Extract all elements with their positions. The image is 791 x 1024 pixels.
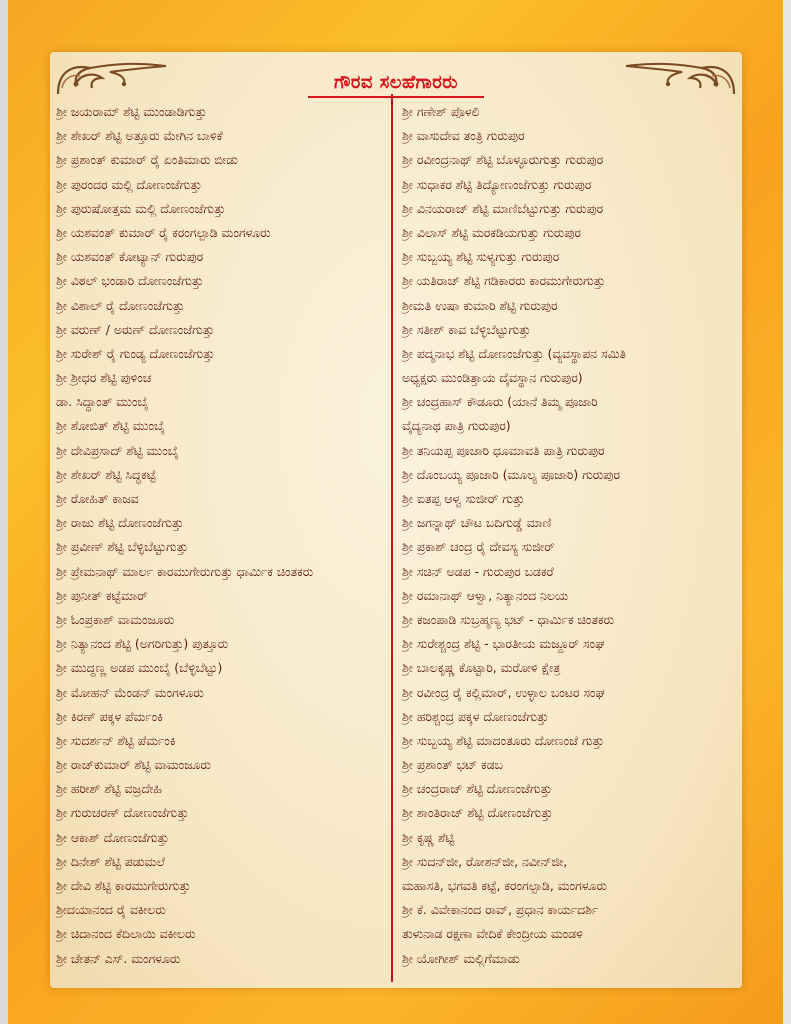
- list-item: ಶ್ರೀಮತಿ ಉಷಾ ಕುಮಾರಿ ಶೆಟ್ಟಿ ಗುರುಪುರ: [402, 297, 558, 313]
- list-item: ಶ್ರೀ ಶೇಖರ್ ಶೆಟ್ಟಿ ಸಿದ್ಧಕಟ್ಟೆ: [56, 466, 157, 482]
- list-item: ಶ್ರೀ ಪ್ರಕಾಶ್ ಚಂದ್ರ ರೈ ದೇವಸ್ಯ ಸುಜೀರ್: [402, 539, 555, 555]
- list-item: ಶ್ರೀ ಕಜಂಪಾಡಿ ಸುಬ್ರಹ್ಮಣ್ಯ ಭಟ್ - ಧಾರ್ಮಿಕ ಚಿಂತಕರು: [402, 611, 615, 627]
- list-item: ಶ್ರೀ ಸತೀಶ್ ಕಾವ ಬೆಳ್ಳಿಬೆಟ್ಟುಗುತ್ತು: [402, 321, 531, 337]
- list-item: ಶ್ರೀ ರಮಾನಾಥ್ ಆಳ್ವಾ, ನಿತ್ಯಾನಂದ ನಿಲಯ: [402, 587, 569, 603]
- list-item: ಶ್ರೀ ಯತಿರಾಜ್ ಶೆಟ್ಟಿ ಗಡಿಕಾರರು ಕಾರಮುಗೇರುಗುತ್ತು: [402, 273, 606, 289]
- list-item: ಶ್ರೀ ಚೇತನ್ ಎಸ್. ಮಂಗಳೂರು: [56, 950, 181, 966]
- list-item: ಶ್ರೀ ಶೋಬಿತ್ ಶೆಟ್ಟಿ ಮುಂಬೈ: [56, 418, 165, 434]
- list-item: ಶ್ರೀ ಕೃಷ್ಣ ಶೆಟ್ಟಿ: [402, 829, 455, 845]
- list-item: ಶ್ರೀ ವಿಶಾಲ್ ರೈ ದೋಣಂಜೆಗುತ್ತು: [56, 297, 185, 313]
- list-item: ಶ್ರೀ ರಾಜು ಶೆಟ್ಟಿ ದೋಣಂಜೆಗುತ್ತು: [56, 515, 184, 531]
- list-item: ಶ್ರೀ ರೋಹಿತ್ ಕಾಜವ: [56, 491, 139, 506]
- list-item: ಶ್ರೀ ಶಾಂತಿರಾಜ್ ಶೆಟ್ಟಿ ದೋಣಂಜೆಗುತ್ತು: [402, 805, 553, 821]
- list-item: ಶ್ರೀ ಜಗನ್ನಾಥ್ ಚೌಟ ಬದಿಗುಡ್ಡೆ ಮಾಣಿ: [402, 515, 552, 531]
- list-item: ಶ್ರೀ ಪ್ರೇಮನಾಥ್ ಮಾರ್ಲ ಕಾರಮುಗೇರುಗುತ್ತು ಧಾರ್ಮಿಕ ಚಿಂತಕರು: [56, 563, 314, 579]
- list-item: ಮಹಾಸತಿ, ಭಗವತಿ ಕಟ್ಟೆ, ಕರಂಗಲ್ಪಾಡಿ, ಮಂಗಳೂರು: [402, 878, 607, 893]
- list-item: ಶ್ರೀ ವಿಠಲ್ ಭಂಡಾರಿ ದೋಣಂಜೆಗುತ್ತು: [56, 273, 204, 289]
- list-item: ಶ್ರೀದಯಾನಂದ ರೈ ವಕೀಲರು: [56, 902, 166, 918]
- list-item: ಶ್ರೀ ಸುರೇಶ್ ರೈ ಗುಂಡ್ಯ ದೋಣಂಜೆಗುತ್ತು: [56, 345, 215, 361]
- list-item: ಶ್ರೀ ನಿತ್ಯಾನಂದ ಶೆಟ್ಟಿ (ಅಗರಿಗುತ್ತು) ಪುತ್ತೂರು: [56, 636, 229, 652]
- list-item: ಶ್ರೀ ಶೇಖರ್ ಶೆಟ್ಟಿ ಅತ್ತೂರು ಮೇಗಿನ ಬಾಳಿಕೆ: [56, 128, 223, 144]
- list-item: ಶ್ರೀ ಯಶವಂತ್ ಕುಮಾರ್ ರೈ ಕರಂಗಲ್ಪಾಡಿ ಮಂಗಳೂರು: [56, 224, 271, 240]
- list-item: ಶ್ರೀ ಸುರೇಶ್ಚಂದ್ರ ಶೆಟ್ಟಿ - ಭಾರತೀಯ ಮಜ್ದೂರ್ ಸಂಘ: [402, 636, 605, 652]
- list-item: ಶ್ರೀ ಓಂಪ್ರಕಾಶ್ ವಾಮಂಜೂರು: [56, 611, 175, 627]
- list-item: ಶ್ರೀ ರಾಜ್‌ಕುಮಾರ್ ಶೆಟ್ಟಿ ವಾಮಂಜೂರು: [56, 757, 211, 773]
- list-item: ಶ್ರೀ ದೇವಿ ಶೆಟ್ಟಿ ಕಾರಮುಗೇರುಗುತ್ತು: [56, 878, 191, 893]
- column-divider: [391, 94, 393, 982]
- list-item: ಶ್ರೀ ಬಾಲಕೃಷ್ಣ ಕೊಟ್ಟಾರಿ, ಮರೋಳಿ ಕ್ಷೇತ್ರ: [402, 660, 561, 676]
- left-border: [0, 0, 8, 1024]
- list-item: ಶ್ರೀ ಆಕಾಶ್ ದೋಣಂಜೆಗುತ್ತು: [56, 829, 169, 845]
- list-item: ಶ್ರೀ ಸುದರ್ಶನ್ ಶೆಟ್ಟಿ ಪೆರ್ಮಂಕಿ: [56, 732, 176, 748]
- list-item: ಶ್ರೀ ಸುಧಾಕರ ಶೆಟ್ಟಿ ತಿದ್ಯೋಣಂಜೆಗುತ್ತು ಗುರುಪುರ: [402, 176, 592, 192]
- list-item: ಶ್ರೀ ದಿನೇಶ್ ಶೆಟ್ಟಿ ಪಡುಮಲೆ: [56, 853, 165, 869]
- document-page: [50, 52, 742, 988]
- title-underline: [308, 96, 484, 98]
- list-item: ಶ್ರೀ ದೊಂಬಯ್ಯ ಪೂಜಾರಿ (ಮೂಲ್ಯ ಪೂಜಾರಿ) ಗುರುಪುರ: [402, 466, 620, 482]
- list-item: ಡಾ. ಸಿದ್ಧಾಂತ್ ಮುಂಬೈ: [56, 394, 149, 410]
- list-item: ಶ್ರೀ ಕಿರಣ್ ಪಕ್ಕಳ ಪೆರ್ಮಂಕಿ: [56, 708, 163, 724]
- list-item: ಶ್ರೀ ಹರೀಶ್ ಶೆಟ್ಟಿ ವಜ್ರದೇಹಿ: [56, 781, 162, 797]
- list-item: ವೈದ್ಯನಾಥ ಪಾತ್ರಿ ಗುರುಪುರ): [402, 418, 511, 434]
- list-item: ಶ್ರೀ ಕೆ. ವಿವೇಕಾನಂದ ರಾವ್, ಪ್ರಧಾನ ಕಾರ್ಯದರ್ಶಿ: [402, 902, 599, 918]
- list-item: ಶ್ರೀ ಸುಬ್ಬಯ್ಯ ಶೆಟ್ಟಿ ಮಾದಂತೂರು ದೋಣಂಜೆ ಗುತ್ತು: [402, 732, 605, 748]
- list-item: ಅಧ್ಯಕ್ಷರು ಮುಂಡಿತ್ತಾಯ ದೈವಸ್ಥಾನ ಗುರುಪುರ): [402, 370, 583, 386]
- list-item: ತುಳುನಾಡ ರಕ್ಷಣಾ ವೇದಿಕೆ ಕೇಂದ್ರೀಯ ಮಂಡಳಿ: [402, 926, 583, 942]
- list-item: ಶ್ರೀ ಚಿದಾನಂದ ಕೆದಿಲಾಯಿ ವಕೀಲರು: [56, 926, 196, 942]
- list-item: ಶ್ರೀ ರವೀಂದ್ರನಾಥ್ ಶೆಟ್ಟಿ ಬೊಳ್ಳೂರುಗುತ್ತು ಗುರುಪುರ: [402, 152, 604, 168]
- list-item: ಶ್ರೀ ಐತಪ್ಪ ಆಳ್ವ ಸುಜೀರ್ ಗುತ್ತು: [402, 491, 525, 506]
- list-item: ಶ್ರೀ ಗುರುಚರಣ್ ದೋಣಂಜೆಗುತ್ತು: [56, 805, 189, 821]
- list-item: ಶ್ರೀ ಪ್ರಶಾಂತ್ ಕುಮಾರ್ ರೈ ಏಂತಿಮಾರು ಬೀಡು: [56, 152, 239, 168]
- left-name-list: [56, 100, 386, 971]
- list-item: ಶ್ರೀ ಪುನೀತ್ ಕಟ್ಟೆಮಾರ್: [56, 587, 148, 603]
- list-item: ಶ್ರೀ ಗಣೇಶ್ ಪೊಳಲಿ: [402, 104, 480, 119]
- list-item: ಶ್ರೀ ಪ್ರಶಾಂತ್ ಭಟ್ ಕಡಬ: [402, 757, 503, 773]
- list-item: ಶ್ರೀ ಚಂದ್ರರಾಜ್ ಶೆಟ್ಟಿ ದೋಣಂಜೆಗುತ್ತು: [402, 781, 553, 797]
- list-item: ಶ್ರೀ ಸಚಿನ್ ಅಡಪ - ಗುರುಪುರ ಬಡಕರೆ: [402, 563, 554, 579]
- right-border: [783, 0, 791, 1024]
- list-item: ಶ್ರೀ ಸುಬ್ಬಯ್ಯ ಶೆಟ್ಟಿ ಸುಳ್ಯಗುತ್ತು ಗುರುಪುರ: [402, 249, 560, 265]
- list-item: ಶ್ರೀ ಯೋಗೀಶ್ ಮಲ್ಲಿಗೆಮಾಡು: [402, 950, 520, 966]
- list-item: ಶ್ರೀ ದೇವಿಪ್ರಸಾದ್ ಶೆಟ್ಟಿ ಮುಂಬೈ: [56, 442, 179, 458]
- list-item: ಶ್ರೀ ಯಶವಂತ್ ಕೋಟ್ಯಾನ್ ಗುರುಪುರ: [56, 249, 204, 265]
- list-item: ಶ್ರೀ ವಿನಯರಾಜ್ ಶೆಟ್ಟಿ ಮಾಣಿಬೆಟ್ಟುಗುತ್ತು ಗುರುಪುರ: [402, 200, 604, 216]
- list-item: ಶ್ರೀ ತನಿಯಪ್ಪ ಪೂಜಾರಿ ಧೂಮಾವತಿ ಪಾತ್ರಿ ಗುರುಪುರ: [402, 442, 605, 458]
- list-item: ಶ್ರೀ ಸುದನ್‌ಜೀ, ರೋಶನ್‌ಜೀ, ನವೀನ್‌ಜೀ,: [402, 853, 568, 869]
- list-item: ಶ್ರೀ ಪದ್ಮನಾಭ ಶೆಟ್ಟಿ ದೋಣಂಜೆಗುತ್ತು (ವ್ಯವಸ್ಥಾಪನ ಸಮಿತಿ: [402, 345, 626, 361]
- list-item: ಶ್ರೀ ವಿಲಾಸ್ ಶೆಟ್ಟಿ ಮರಕಡಿಯಗುತ್ತು ಗುರುಪುರ: [402, 224, 581, 240]
- page-title: ಗೌರವ ಸಲಹೆಗಾರರು: [333, 72, 459, 93]
- list-item: ಶ್ರೀ ಪ್ರವೀಣ್ ಶೆಟ್ಟಿ ಬೆಳ್ಳಿಬೆಟ್ಟುಗುತ್ತು: [56, 539, 189, 555]
- list-item: ಶ್ರೀ ಹರಿಶ್ಚಂದ್ರ ಪಕ್ಕಳ ದೋಣಂಜೆಗುತ್ತು: [402, 708, 549, 724]
- list-item: ಶ್ರೀ ವರುಣ್ / ಅರುಣ್ ದೋಣಂಜೆಗುತ್ತು: [56, 321, 215, 337]
- list-item: ಶ್ರೀ ಮುದ್ದಣ್ಣ ಅಡಪ ಮುಂಬೈ (ಬೆಳ್ಳಿಬೆಟ್ಟು): [56, 660, 223, 676]
- list-item: ಶ್ರೀ ಜಯರಾಮ್ ಶೆಟ್ಟಿ ಮುಂಡಾಡಿಗುತ್ತು: [56, 104, 207, 119]
- list-item: ಶ್ರೀ ಪುರುಷೋತ್ತಮ ಮಲ್ಲಿ ದೋಣಂಜೆಗುತ್ತು: [56, 200, 226, 216]
- list-item: ಶ್ರೀ ಶ್ರೀಧರ ಶೆಟ್ಟಿ ಪುಳಿಂಚ: [56, 370, 152, 386]
- list-item: ಶ್ರೀ ವಾಸುದೇವ ತಂತ್ರಿ ಗುರುಪುರ: [402, 128, 525, 144]
- list-item: ಶ್ರೀ ಚಂದ್ರಹಾಸ್ ಕೌಡೂರು (ಯಾನೆ ತಿಮ್ಮ ಪೂಜಾರಿ: [402, 394, 598, 410]
- list-item: ಶ್ರೀ ಪುರಂದರ ಮಲ್ಲಿ ದೋಣಂಜೆಗುತ್ತು: [56, 176, 202, 192]
- right-name-list: [402, 100, 738, 971]
- list-item: ಶ್ರೀ ಮೋಹನ್ ಮೆಂಡನ್ ಮಂಗಳೂರು: [56, 684, 204, 700]
- list-item: ಶ್ರೀ ರವೀಂದ್ರ ರೈ ಕಲ್ಲಿಮಾರ್, ಉಳ್ಳಾಲ ಬಂಟರ ಸಂಘ: [402, 684, 605, 700]
